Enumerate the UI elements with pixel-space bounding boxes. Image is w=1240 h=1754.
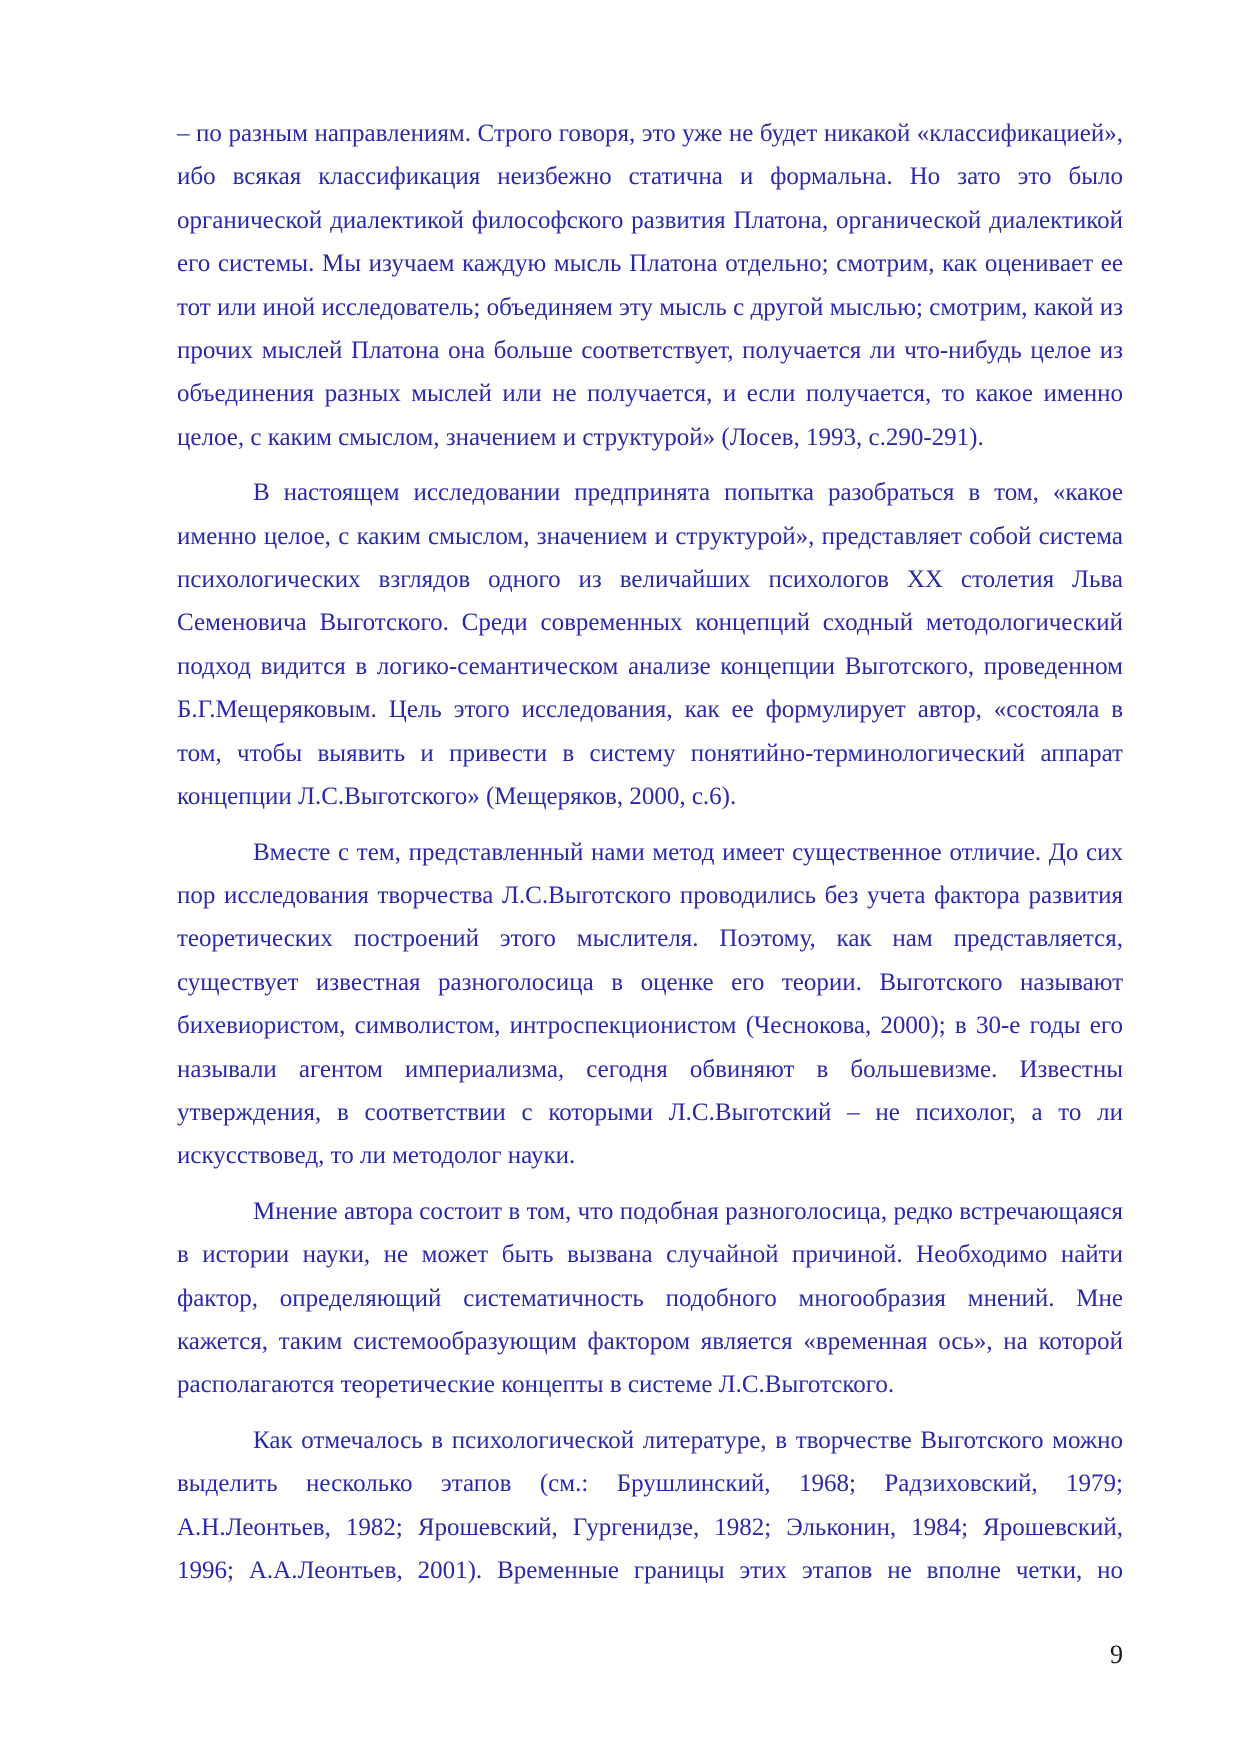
paragraph-5: Как отмечалось в психологической литературе, в творчестве Выготского можно выделить несколько этапов (см.: Брушлинский, 1968; Радзиховский, 1979; А.Н.Леонтьев, 1982; Ярошевский, Гургенидзе, 1982; Эльконин, 1984; Ярошевский, 1996; А.А.Леонтьев, 2001). Временные границы этих этапов не вполне четки, но xyxy=(177,1426,1123,1584)
document-body xyxy=(177,112,1123,1592)
paragraph-1: – по разным направлениям. Строго говоря, это уже не будет никакой «классификацией», ибо всякая классификация неизбежно статична и формальна. Но зато это было органической диалектикой философского развития Платона, органической диалектикой его системы. Мы изучаем каждую мысль Платона отдельно; смотрим, как оценивает ее тот или иной исследователь; объединяем эту мысль с другой мыслью; смотрим, какой из прочих мыслей Платона она больше соответствует, получается ли что-нибудь целое из объединения разных мыслей или не получается, и если получается, то какое именно целое, с каким смыслом, значением и структурой» (Лосев, 1993, с.290-291). xyxy=(177,120,1123,451)
paragraph-4: Мнение автора состоит в том, что подобная разноголосица, редко встречающаяся в истории науки, не может быть вызвана случайной причиной. Необходимо найти фактор, определяющий систематичность подобного многообразия мнений. Мне кажется, таким системообразующим фактором является «временная ось», на которой располагаются теоретические концепты в системе Л.С.Выготского. xyxy=(177,1197,1123,1399)
paragraph-2: В настоящем исследовании предпринята попытка разобраться в том, «какое именно целое, с каким смыслом, значением и структурой», представляет собой система психологических взглядов одного из величайших психологов XX столетия Льва Семеновича Выготского. Среди современных концепций сходный методологический подход видится в логико-семантическом анализе концепции Выготского, проведенном Б.Г.Мещеряковым. Цель этого исследования, как ее формулирует автор, «состояла в том, чтобы выявить и привести в систему понятийно-терминологический аппарат концепции Л.С.Выготского» (Мещеряков, 2000, с.6). xyxy=(177,479,1123,811)
page-number: 9 xyxy=(1110,1640,1123,1669)
paragraph-3: Вместе с тем, представленный нами метод имеет существенное отличие. До сих пор исследования творчества Л.С.Выготского проводились без учета фактора развития теоретических построений этого мыслителя. Поэтому, как нам представляется, существует известная разноголосица в оценке его теории. Выготского называют бихевиористом, символистом, интроспекционистом (Чеснокова, 2000); в 30-е годы его называли агентом империализма, сегодня обвиняют в большевизме. Известны утверждения, в соответствии с которыми Л.С.Выготский – не психолог, а то ли искусствовед, то ли методолог науки. xyxy=(177,838,1123,1170)
